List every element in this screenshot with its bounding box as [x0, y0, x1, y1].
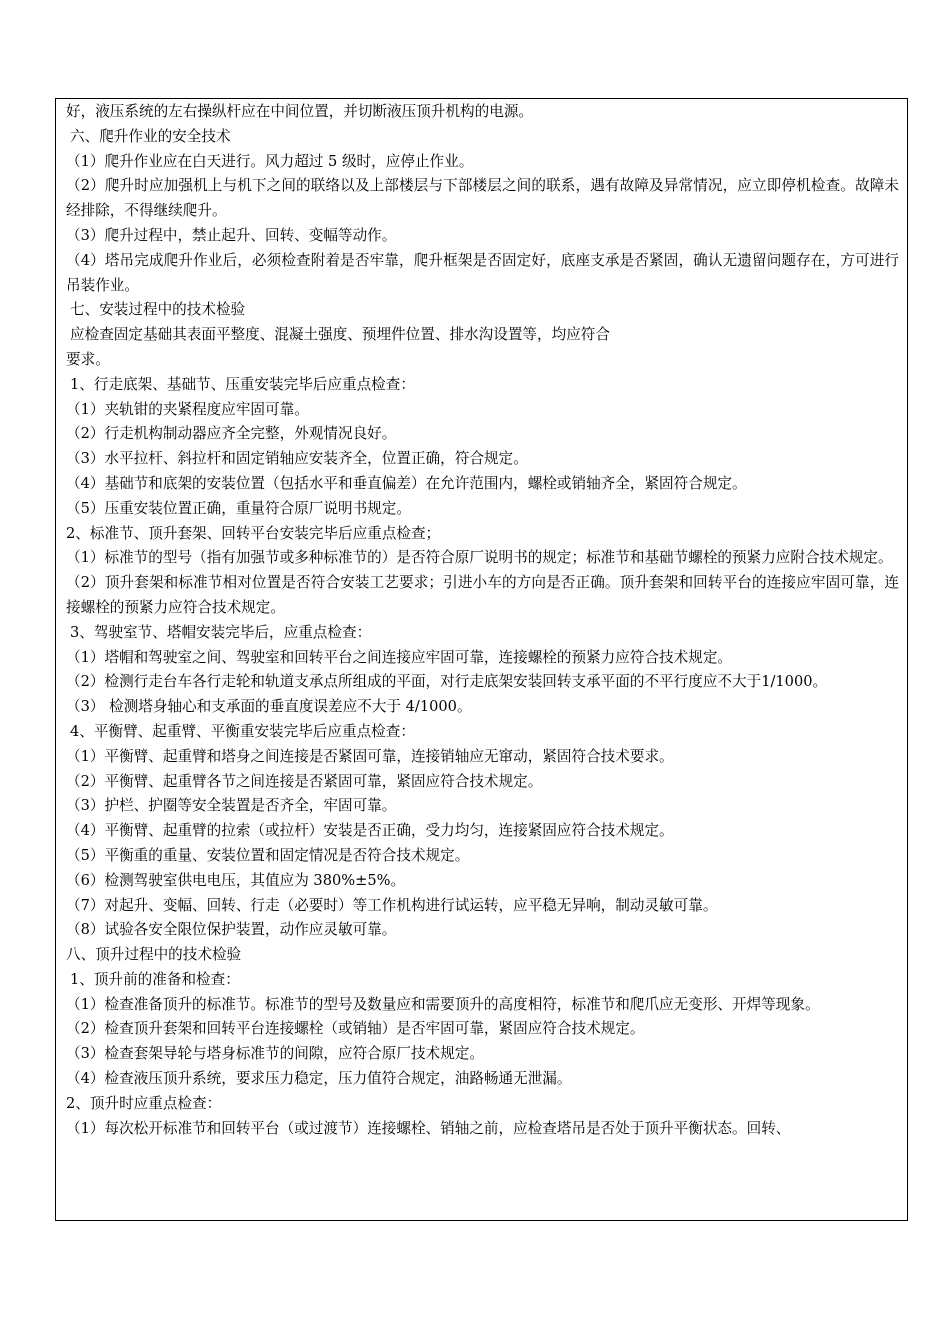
text-line: （1）夹轨钳的夹紧程度应牢固可靠。	[66, 400, 309, 418]
text-line: 4、平衡臂、起重臂、平衡重安装完毕后应重点检查：	[70, 722, 415, 740]
text-line: （3） 检测塔身轴心和支承面的垂直度误差应不大于 4/1000。	[66, 698, 472, 716]
text-line: （5）平衡重的重量、安装位置和固定情况是否符合技术规定。	[66, 846, 470, 864]
text-line: （1）检查准备顶升的标准节。标准节的型号及数量应和需要顶升的高度相符，标准节和爬爪应无变形、开焊等现象。	[66, 995, 820, 1013]
text-line: 2、顶升时应重点检查：	[66, 1094, 222, 1112]
text-line: （4）塔吊完成爬升作业后，必须检查附着是否牢靠，爬升框架是否固定好，底座支承是否紧固，确认无遗留问题存在，方可进行吊装作业。	[66, 251, 899, 294]
text-line: （2）检查顶升套架和回转平台连接螺栓（或销轴）是否牢固可靠，紧固应符合技术规定。	[66, 1020, 645, 1038]
text-line: 六、爬升作业的安全技术	[70, 127, 231, 145]
text-line: 七、安装过程中的技术检验	[70, 301, 246, 319]
text-line: 八、顶升过程中的技术检验	[66, 946, 242, 964]
text-line: 1、行走底架、基础节、压重安装完毕后应重点检查：	[70, 375, 415, 393]
text-line: （4）检查液压顶升系统，要求压力稳定，压力值符合规定，油路畅通无泄漏。	[66, 1070, 572, 1088]
text-line: （1）每次松开标准节和回转平台（或过渡节）连接螺栓、销轴之前，应检查塔吊是否处于顶升平衡状态。回转、	[66, 1119, 791, 1137]
text-line: （2）顶升套架和标准节相对位置是否符合安装工艺要求；引进小车的方向是否正确。顶升套架和回转平台的连接应牢固可靠，连接螺栓的预紧力应符合技术规定。	[66, 574, 899, 616]
text-line: （3）水平拉杆、斜拉杆和固定销轴应安装齐全，位置正确，符合规定。	[66, 450, 528, 468]
text-line: （2）爬升时应加强机上与机下之间的联络以及上部楼层与下部楼层之间的联系，遇有故障及异常情况，应立即停机检查。故障未经排除，不得继续爬升。	[66, 177, 899, 220]
text-line: （2）检测行走台车各行走轮和轨道支承点所组成的平面，对行走底架安装回转支承平面的不平行度应不大于1/1000。	[66, 673, 828, 691]
text-line: （1）塔帽和驾驶室之间、驾驶室和回转平台之间连接应牢固可靠，连接螺栓的预紧力应符合技术规定。	[66, 648, 733, 666]
text-line: （8）试验各安全限位保护装置，动作应灵敏可靠。	[66, 921, 397, 939]
document-frame	[55, 98, 908, 1221]
text-line: （3）爬升过程中，禁止起升、回转、变幅等动作。	[66, 226, 397, 244]
text-line: 2、标准节、顶升套架、回转平台安装完毕后应重点检查；	[66, 524, 441, 542]
text-line: 3、驾驶室节、塔帽安装完毕后，应重点检查：	[70, 623, 372, 641]
document-body	[56, 99, 907, 1141]
text-line: （3）护栏、护圈等安全装置是否齐全，牢固可靠。	[66, 797, 397, 815]
text-line: （1）标准节的型号（指有加强节或多种标准节的）是否符合原厂说明书的规定；标准节和基础节螺栓的预紧力应附合技术规定。	[66, 549, 893, 567]
text-line: （3）检查套架导轮与塔身标准节的间隙，应符合原厂技术规定。	[66, 1045, 484, 1063]
text-line: （4）基础节和底架的安装位置（包括水平和垂直偏差）在允许范围内，螺栓或销轴齐全，紧固符合规定。	[66, 474, 747, 492]
text-line: （2）行走机构制动器应齐全完整，外观情况良好。	[66, 425, 397, 443]
text-line: （2）平衡臂、起重臂各节之间连接是否紧固可靠，紧固应符合技术规定。	[66, 772, 543, 790]
text-line: 好，液压系统的左右操纵杆应在中间位置，并切断液压顶升机构的电源。	[66, 103, 534, 120]
text-line: （7）对起升、变幅、回转、行走（必要时）等工作机构进行试运转，应平稳无异响，制动灵敏可靠。	[66, 896, 718, 914]
text-line: （4）平衡臂、起重臂的拉索（或拉杆）安装是否正确，受力均匀，连接紧固应符合技术规定。	[66, 822, 674, 840]
text-line: （1）平衡臂、起重臂和塔身之间连接是否紧固可靠，连接销轴应无窜动，紧固符合技术要求。	[66, 747, 674, 765]
text-line: 1、顶升前的准备和检查：	[70, 970, 240, 988]
text-line: （5）压重安装位置正确，重量符合原厂说明书规定。	[66, 499, 411, 517]
text-line: （1）爬升作业应在白天进行。风力超过 5 级时，应停止作业。	[66, 152, 474, 170]
text-line: （6）检测驾驶室供电电压，其值应为 380%±5%。	[66, 871, 406, 889]
text-line: 应检查固定基础其表面平整度、混凝土强度、预埋件位置、排水沟设置等，均应符合	[70, 326, 610, 344]
text-line: 要求。	[66, 350, 110, 368]
